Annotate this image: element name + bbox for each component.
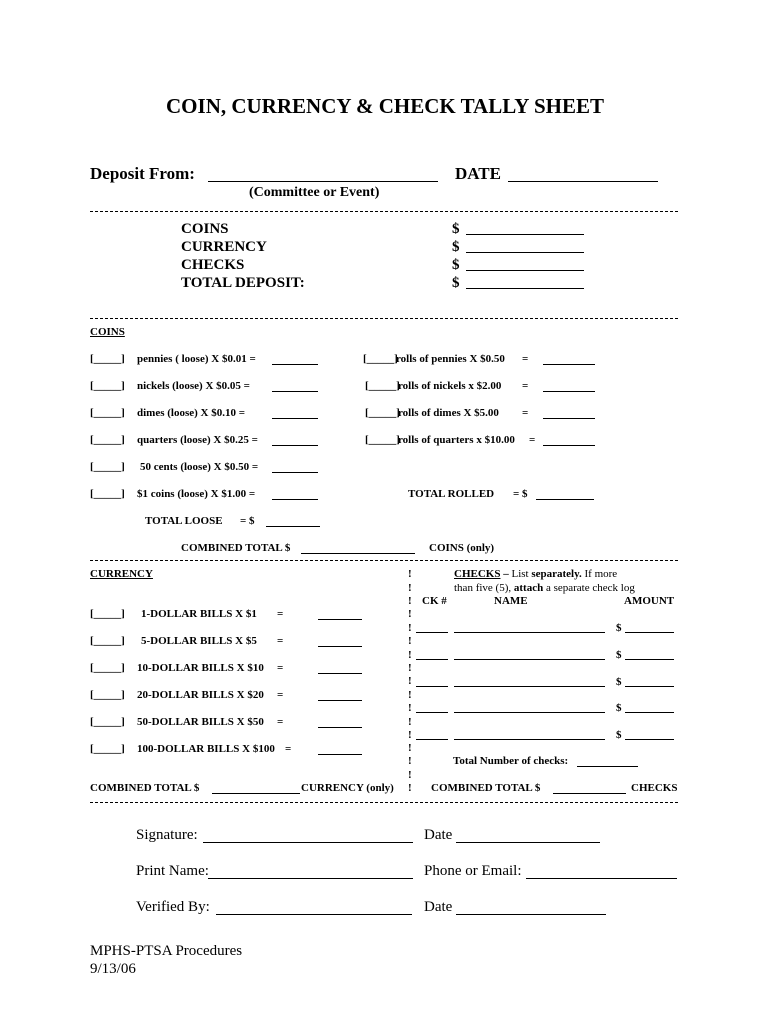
- ten-dollar-bills-equals: =: [277, 662, 284, 674]
- check-name-field[interactable]: [454, 712, 605, 713]
- check-amount-dollar: $: [616, 649, 622, 661]
- verified-by-label: Verified By:: [136, 899, 210, 915]
- fifty-dollar-bills-label: 50-DOLLAR BILLS X $50: [137, 716, 264, 728]
- signature-date-label: Date: [424, 827, 453, 843]
- date-field[interactable]: [508, 181, 658, 182]
- page-title: COIN, CURRENCY & CHECK TALLY SHEET: [166, 94, 604, 118]
- hundred-dollar-bills-field[interactable]: [318, 754, 362, 755]
- signature-label: Signature:: [136, 827, 198, 843]
- summary-checks-field[interactable]: [466, 270, 584, 271]
- separator-mark: !: [408, 649, 412, 661]
- coins-combined-total-label: COMBINED TOTAL $: [181, 542, 291, 554]
- checks-instruction-text: a separate check log: [543, 582, 635, 594]
- bill-count-bracket[interactable]: [_____]: [90, 689, 125, 701]
- separator-mark: !: [408, 689, 412, 701]
- hundred-dollar-bills-equals: =: [285, 743, 292, 755]
- pennies-rolled-label: rolls of pennies X $0.50: [396, 353, 505, 365]
- separator-mark: !: [408, 595, 412, 607]
- pennies-rolled-equals: =: [522, 353, 529, 365]
- summary-coins-field[interactable]: [466, 234, 584, 235]
- fifty-dollar-bills-equals: =: [277, 716, 284, 728]
- total-loose-label: TOTAL LOOSE: [145, 515, 223, 527]
- fifty-cents-loose-label: 50 cents (loose) X $0.50 =: [140, 461, 259, 473]
- bill-count-bracket[interactable]: [_____]: [90, 662, 125, 674]
- dimes-loose-label: dimes (loose) X $0.10 =: [137, 407, 246, 419]
- checks-heading: CHECKS: [454, 568, 501, 580]
- checks-column-ck: CK #: [422, 595, 447, 607]
- check-amount-dollar: $: [616, 676, 622, 688]
- summary-total-label: TOTAL DEPOSIT:: [181, 275, 305, 291]
- separator-mark: !: [408, 582, 412, 594]
- total-rolled-equals: = $: [513, 488, 528, 500]
- currency-heading: CURRENCY: [90, 568, 153, 580]
- dimes-rolled-label: rolls of dimes X $5.00: [398, 407, 499, 419]
- coins-only-label: COINS (only): [429, 542, 495, 554]
- check-name-field[interactable]: [454, 739, 605, 740]
- check-number-field[interactable]: [416, 712, 448, 713]
- checks-instructions: [454, 568, 617, 580]
- quarters-rolled-label: rolls of quarters x $10.00: [398, 434, 515, 446]
- quarters-loose-label: quarters (loose) X $0.25 =: [137, 434, 258, 446]
- print-name-field[interactable]: [208, 878, 413, 879]
- quarters-rolled-field[interactable]: [543, 445, 595, 446]
- checks-instruction-text: than five (5),: [454, 582, 514, 594]
- separator-mark: !: [408, 702, 412, 714]
- divider: [90, 560, 678, 561]
- coins-heading: COINS: [90, 326, 125, 338]
- separator-mark: !: [408, 662, 412, 674]
- bill-count-bracket[interactable]: [_____]: [90, 608, 125, 620]
- checks-instruction-emphasis: attach: [513, 582, 544, 594]
- dollar-coins-loose-label: $1 coins (loose) X $1.00 =: [137, 488, 256, 500]
- total-number-of-checks-label: Total Number of checks:: [453, 755, 569, 767]
- bill-count-bracket[interactable]: [_____]: [90, 635, 125, 647]
- verified-date-label: Date: [424, 899, 453, 915]
- check-name-field[interactable]: [454, 659, 605, 660]
- nickels-rolled-equals: =: [522, 380, 529, 392]
- dimes-rolled-field[interactable]: [543, 418, 595, 419]
- signature-field[interactable]: [203, 842, 413, 843]
- checks-instruction-text: If more: [581, 568, 618, 580]
- summary-coins-dollar: $: [452, 221, 460, 237]
- quarters-rolled-equals: =: [529, 434, 536, 446]
- roll-count-bracket[interactable]: [_____]: [365, 434, 400, 446]
- checks-instruction-text: List: [511, 568, 532, 580]
- check-number-field[interactable]: [416, 686, 448, 687]
- checks-dash: –: [500, 568, 512, 580]
- separator-mark: !: [408, 755, 412, 767]
- fifty-dollar-bills-field[interactable]: [318, 727, 362, 728]
- check-amount-field[interactable]: [625, 739, 674, 740]
- five-dollar-bills-label: 5-DOLLAR BILLS X $5: [141, 635, 257, 647]
- dimes-rolled-equals: =: [522, 407, 529, 419]
- summary-total-field[interactable]: [466, 288, 584, 289]
- check-name-field[interactable]: [454, 686, 605, 687]
- five-dollar-bills-equals: =: [277, 635, 284, 647]
- checks-column-name: NAME: [494, 595, 528, 607]
- summary-checks-dollar: $: [452, 257, 460, 273]
- coin-count-bracket[interactable]: [_____]: [90, 380, 125, 392]
- checks-combined-total-label: COMBINED TOTAL $: [431, 782, 541, 794]
- separator-mark: !: [408, 675, 412, 687]
- bill-count-bracket[interactable]: [_____]: [90, 743, 125, 755]
- roll-count-bracket[interactable]: [_____]: [365, 380, 400, 392]
- pennies-loose-field[interactable]: [272, 364, 318, 365]
- summary-currency-label: CURRENCY: [181, 239, 267, 255]
- fifty-cents-loose-field[interactable]: [272, 472, 318, 473]
- checks-column-amount: AMOUNT: [624, 595, 675, 607]
- summary-coins-label: COINS: [181, 221, 229, 237]
- one-dollar-bills-equals: =: [277, 608, 284, 620]
- separator-mark: !: [408, 608, 412, 620]
- verified-by-field[interactable]: [216, 914, 412, 915]
- nickels-rolled-label: rolls of nickels x $2.00: [398, 380, 502, 392]
- phone-email-label: Phone or Email:: [424, 863, 522, 879]
- verified-date-field[interactable]: [456, 914, 606, 915]
- checks-combined-total-field[interactable]: [553, 793, 626, 794]
- ten-dollar-bills-label: 10-DOLLAR BILLS X $10: [137, 662, 264, 674]
- separator-mark: !: [408, 622, 412, 634]
- coin-count-bracket[interactable]: [_____]: [90, 353, 125, 365]
- coins-combined-total-field[interactable]: [301, 553, 415, 554]
- twenty-dollar-bills-label: 20-DOLLAR BILLS X $20: [137, 689, 264, 701]
- divider: [90, 211, 678, 212]
- total-rolled-field[interactable]: [536, 499, 594, 500]
- summary-currency-dollar: $: [452, 239, 460, 255]
- twenty-dollar-bills-field[interactable]: [318, 700, 362, 701]
- phone-email-field[interactable]: [526, 878, 677, 879]
- total-loose-equals: = $: [240, 515, 255, 527]
- check-amount-dollar: $: [616, 702, 622, 714]
- deposit-from-field[interactable]: [208, 181, 438, 182]
- footer-organization: MPHS-PTSA Procedures: [90, 943, 243, 959]
- divider: [90, 318, 678, 319]
- twenty-dollar-bills-equals: =: [277, 689, 284, 701]
- nickels-loose-field[interactable]: [272, 391, 318, 392]
- check-amount-dollar: $: [616, 622, 622, 634]
- summary-checks-label: CHECKS: [181, 257, 245, 273]
- check-name-field[interactable]: [454, 632, 605, 633]
- total-number-of-checks-field[interactable]: [577, 766, 638, 767]
- ten-dollar-bills-field[interactable]: [318, 673, 362, 674]
- currency-combined-total-field[interactable]: [212, 793, 300, 794]
- signature-date-field[interactable]: [456, 842, 600, 843]
- date-label: DATE: [455, 164, 501, 183]
- check-amount-field[interactable]: [625, 632, 674, 633]
- summary-currency-field[interactable]: [466, 252, 584, 253]
- check-amount-field[interactable]: [625, 659, 674, 660]
- currency-only-label: CURRENCY (only): [301, 782, 394, 794]
- currency-combined-total-label: COMBINED TOTAL $: [90, 782, 200, 794]
- deposit-from-hint: (Committee or Event): [249, 185, 380, 200]
- nickels-loose-label: nickels (loose) X $0.05 =: [137, 380, 250, 392]
- roll-count-bracket[interactable]: [_____]: [363, 353, 398, 365]
- deposit-from-label: Deposit From:: [90, 164, 195, 183]
- check-number-field[interactable]: [416, 739, 448, 740]
- print-name-label: Print Name:: [136, 863, 209, 879]
- coin-count-bracket[interactable]: [_____]: [90, 434, 125, 446]
- checks-word-label: CHECKS: [631, 782, 678, 794]
- check-amount-dollar: $: [616, 729, 622, 741]
- dimes-loose-field[interactable]: [272, 418, 318, 419]
- one-dollar-bills-field[interactable]: [318, 619, 362, 620]
- coin-count-bracket[interactable]: [_____]: [90, 488, 125, 500]
- separator-mark: !: [408, 729, 412, 741]
- checks-instruction-emphasis: separately.: [531, 568, 582, 580]
- summary-total-dollar: $: [452, 275, 460, 291]
- separator-mark: !: [408, 769, 412, 781]
- quarters-loose-field[interactable]: [272, 445, 318, 446]
- check-number-field[interactable]: [416, 632, 448, 633]
- separator-mark: !: [408, 742, 412, 754]
- pennies-loose-label: pennies ( loose) X $0.01 =: [137, 353, 256, 365]
- check-amount-field[interactable]: [625, 686, 674, 687]
- checks-instructions-line2: [454, 582, 635, 594]
- separator-mark: !: [408, 568, 412, 580]
- check-amount-field[interactable]: [625, 712, 674, 713]
- hundred-dollar-bills-label: 100-DOLLAR BILLS X $100: [137, 743, 275, 755]
- check-number-field[interactable]: [416, 659, 448, 660]
- footer-date: 9/13/06: [90, 961, 136, 977]
- dollar-coins-loose-field[interactable]: [272, 499, 318, 500]
- total-loose-field[interactable]: [266, 526, 320, 527]
- coin-count-bracket[interactable]: [_____]: [90, 461, 125, 473]
- separator-mark: !: [408, 782, 412, 794]
- roll-count-bracket[interactable]: [_____]: [365, 407, 400, 419]
- separator-mark: !: [408, 635, 412, 647]
- one-dollar-bills-label: 1-DOLLAR BILLS X $1: [141, 608, 257, 620]
- coin-count-bracket[interactable]: [_____]: [90, 407, 125, 419]
- bill-count-bracket[interactable]: [_____]: [90, 716, 125, 728]
- pennies-rolled-field[interactable]: [543, 364, 595, 365]
- nickels-rolled-field[interactable]: [543, 391, 595, 392]
- five-dollar-bills-field[interactable]: [318, 646, 362, 647]
- separator-mark: !: [408, 716, 412, 728]
- total-rolled-label: TOTAL ROLLED: [408, 488, 495, 500]
- divider: [90, 802, 678, 803]
